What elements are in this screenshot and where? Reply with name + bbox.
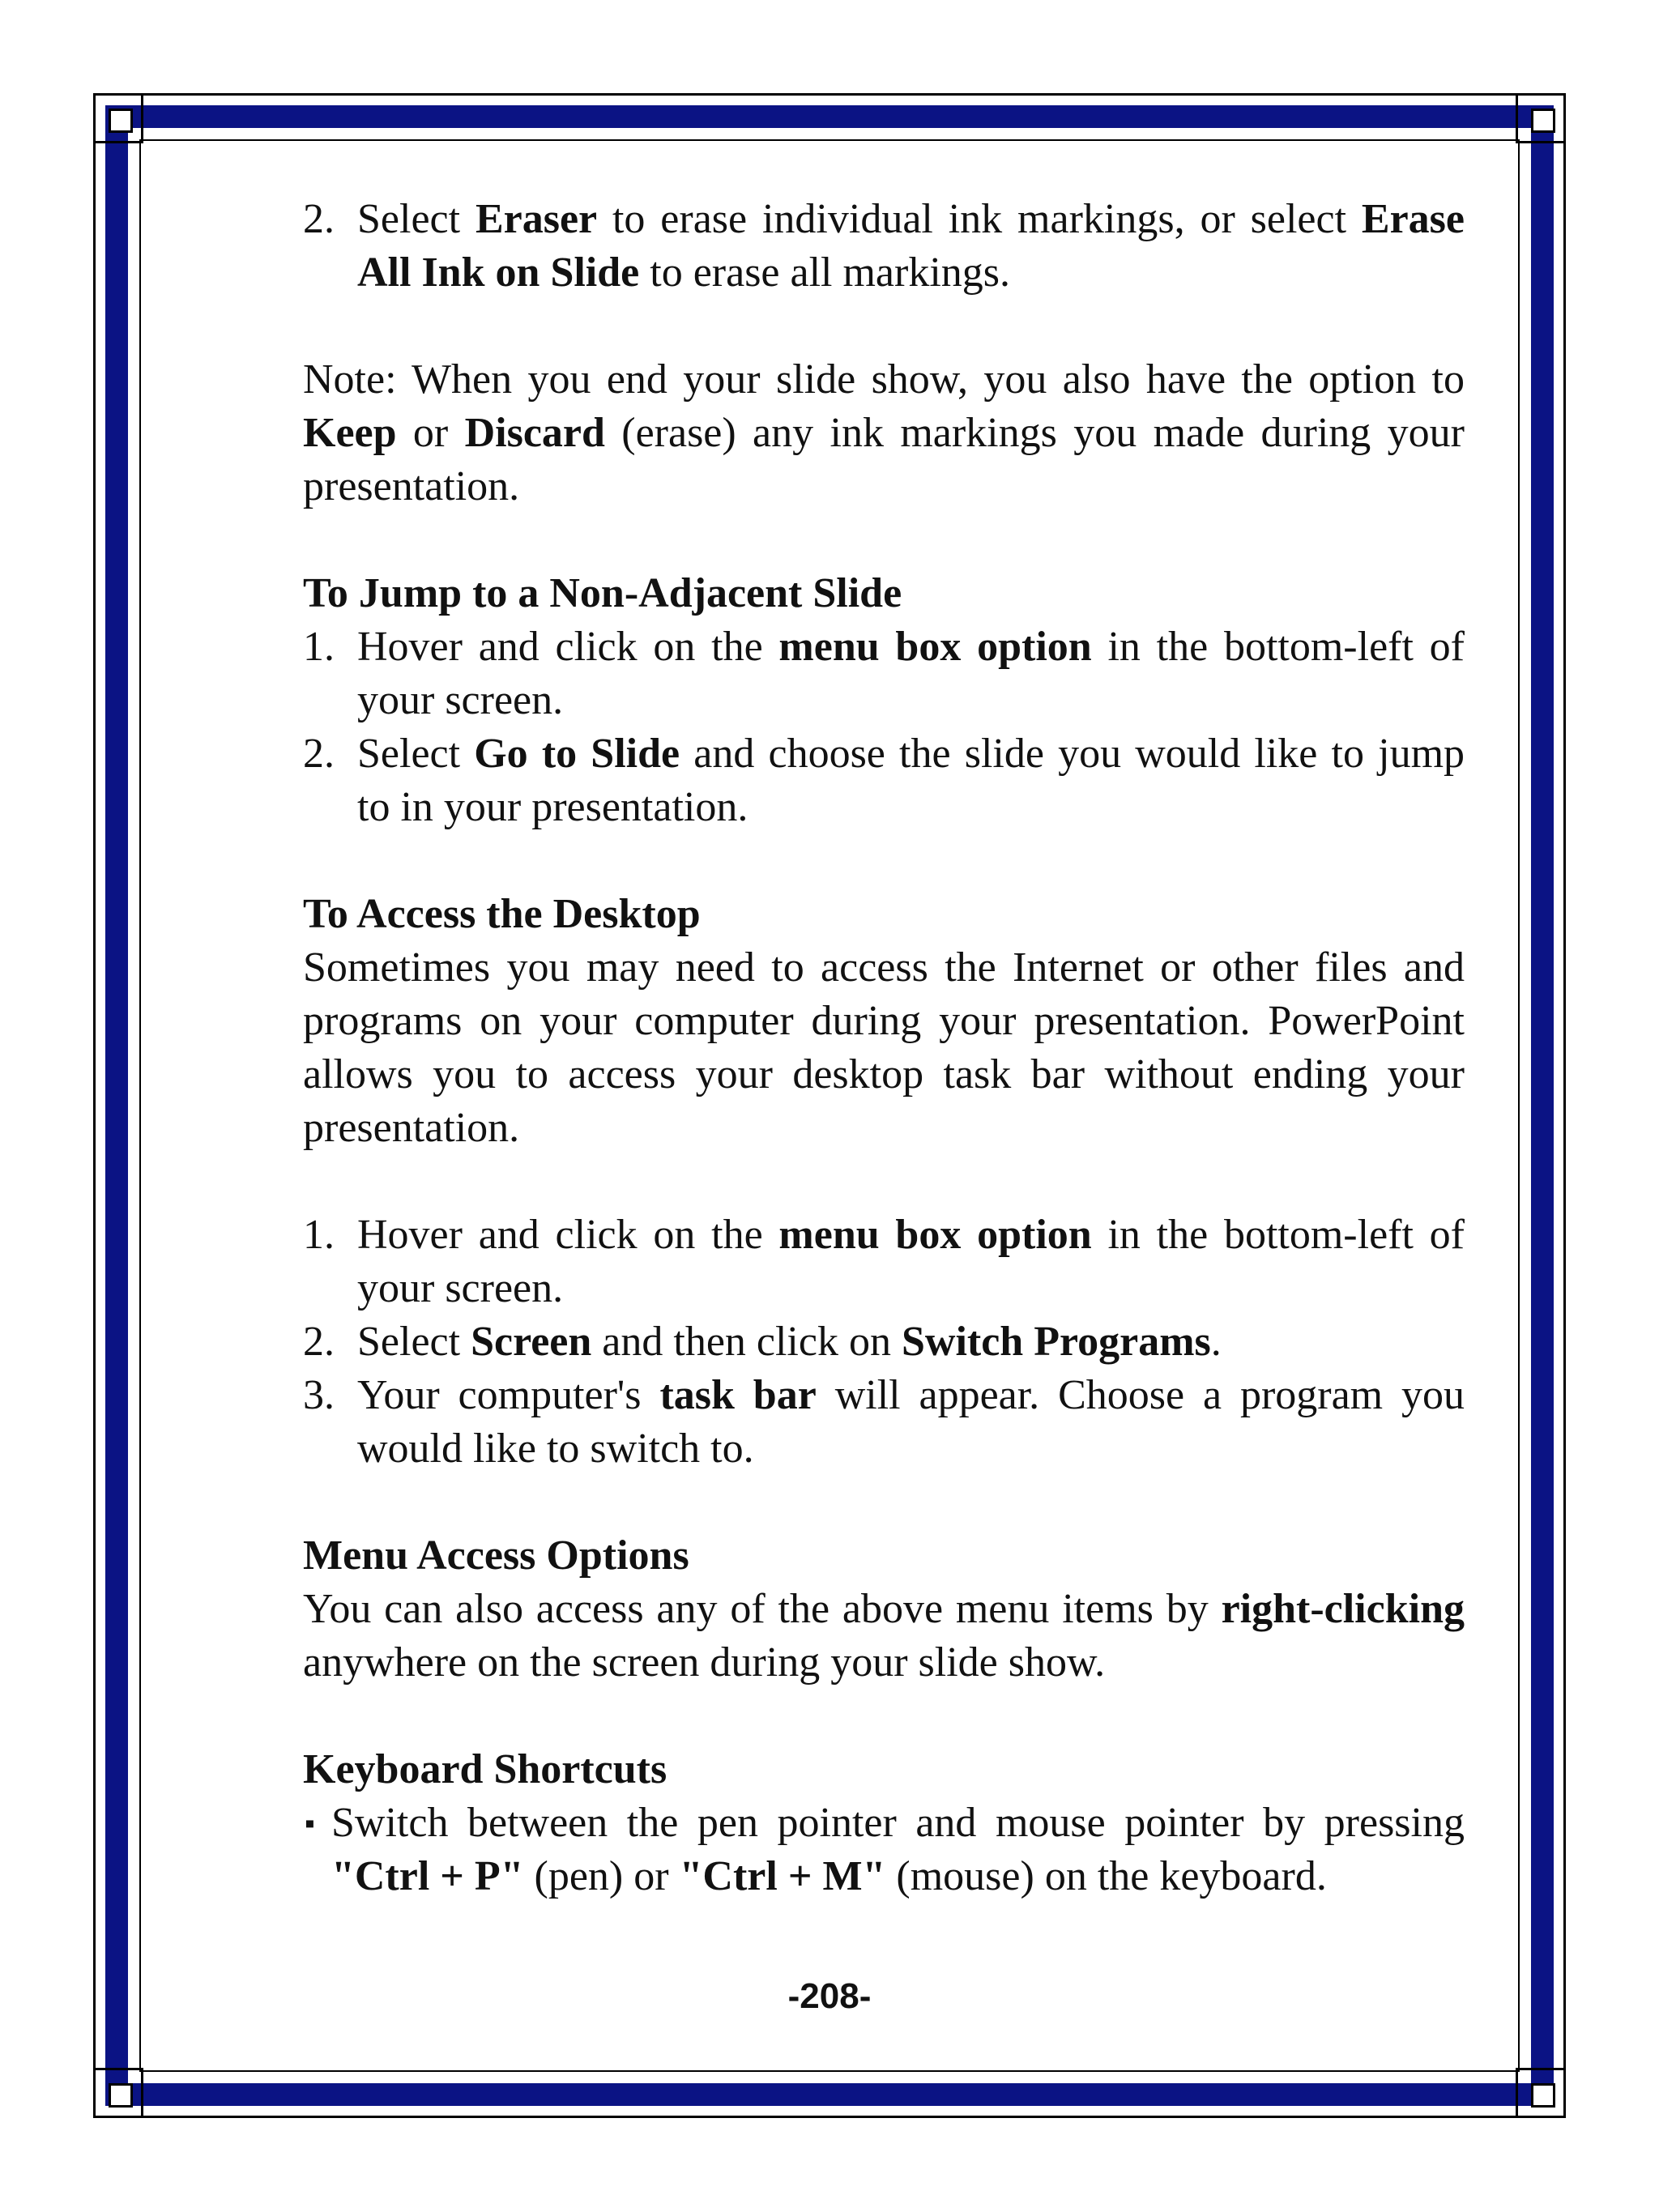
bullet-icon: ▪ (305, 1807, 315, 1839)
menu-access-paragraph: You can also access any of the above menu items by right-clicking anywhere on the screen during your slide show. (303, 1586, 1465, 1686)
step-number: 1. (303, 1212, 335, 1258)
shortcuts-heading: Keyboard Shortcuts (303, 1746, 667, 1792)
eraser-step: 2. Select Eraser to erase individual ink markings, or select Erase All Ink on Slide to erase all markings. (303, 193, 1465, 300)
list-item: 1. Hover and click on the menu box option in the bottom-left of your screen. (303, 620, 1465, 727)
frame-corner-bottom-right (1516, 2068, 1566, 2118)
step-number: 2. (303, 1319, 335, 1365)
step-number: 1. (303, 624, 335, 670)
list-item: 3. Your computer's task bar will appear. Choose a program you would like to switch to. (303, 1369, 1465, 1476)
frame-corner-bottom-left (93, 2068, 143, 2118)
list-item: 2. Select Screen and then click on Switch Programs. (303, 1315, 1465, 1369)
desktop-heading: To Access the Desktop (303, 891, 701, 937)
step-number: 2. (303, 196, 335, 242)
frame-corner-top-left (93, 93, 143, 143)
shortcut-bullet-item: ▪ Switch between the pen pointer and mouse pointer by pressing "Ctrl + P" (pen) or "Ctrl + M" (mouse) on the keyboard. (303, 1796, 1465, 1903)
list-item: 1. Hover and click on the menu box option in the bottom-left of your screen. (303, 1208, 1465, 1315)
step-number: 3. (303, 1372, 335, 1418)
desktop-intro: Sometimes you may need to access the Internet or other files and programs on your computer during your presentation. PowerPoint allows you to access your desktop task bar without ending your presentation. (303, 944, 1465, 1151)
jump-heading: To Jump to a Non-Adjacent Slide (303, 570, 902, 616)
step-number: 2. (303, 731, 335, 777)
list-item: 2. Select Go to Slide and choose the slide you would like to jump to in your presentation. (303, 727, 1465, 834)
note-paragraph: Note: When you end your slide show, you also have the option to Keep or Discard (erase) any ink markings you made during your presentation. (303, 356, 1465, 509)
menu-access-heading: Menu Access Options (303, 1532, 689, 1579)
page-content (303, 193, 1465, 1903)
desktop-steps (303, 1208, 1465, 1476)
frame-corner-top-right (1516, 93, 1566, 143)
jump-steps (303, 620, 1465, 834)
page-number: -208- (787, 1976, 872, 2016)
